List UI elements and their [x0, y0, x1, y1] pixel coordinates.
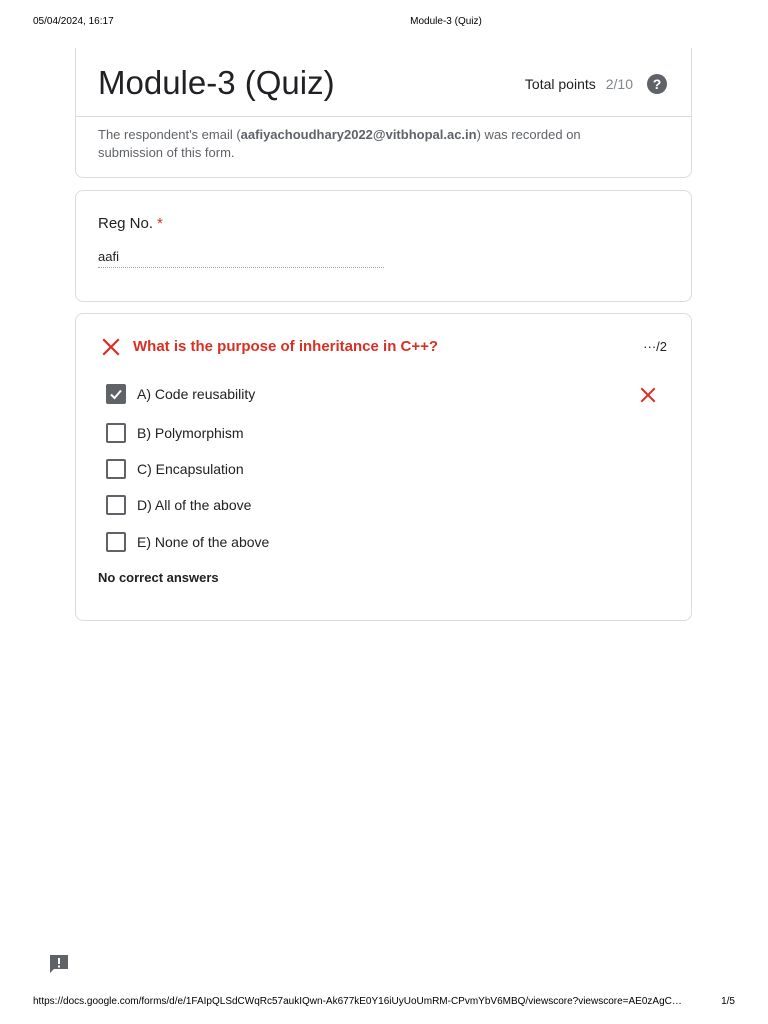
question-text: What is the purpose of inheritance in C++? — [133, 338, 439, 355]
close-icon — [639, 386, 657, 404]
no-correct-answers: No correct answers — [98, 570, 219, 585]
checkbox-checked[interactable] — [106, 384, 126, 404]
form-header-card — [75, 48, 692, 178]
option-e[interactable] — [106, 531, 269, 553]
form-title: Module-3 (Quiz) — [98, 64, 335, 101]
total-points — [525, 74, 667, 94]
option-b[interactable] — [106, 422, 244, 444]
option-c[interactable] — [106, 458, 244, 480]
reg-no-answer: aafi — [98, 249, 384, 268]
required-mark: * — [157, 215, 163, 232]
help-icon[interactable]: ? — [647, 74, 667, 94]
option-a[interactable] — [106, 383, 255, 405]
question-card — [75, 313, 692, 621]
email-note-prefix: The respondent's email ( — [98, 127, 241, 142]
option-label: A) Code reusability — [137, 386, 256, 402]
email-note-suffix: ) was recorded on submission of this form. — [98, 127, 581, 160]
header-divider — [76, 116, 691, 117]
checkbox[interactable] — [106, 532, 126, 552]
option-label: E) None of the above — [137, 534, 270, 550]
checkbox[interactable] — [106, 423, 126, 443]
reg-no-label-text: Reg No. — [98, 215, 154, 232]
print-date: 05/04/2024, 16:17 — [33, 16, 114, 27]
checkbox[interactable] — [106, 495, 126, 515]
print-url: https://docs.google.com/forms/d/e/1FAIpQLSdCWqRc57aukIQwn-Ak677kE0Y16iUyUoUmRM-CPvmYbV6MBQ/viewscore?viewscore=AE0zAgC… — [33, 996, 682, 1007]
checkbox[interactable] — [106, 459, 126, 479]
reg-no-card — [75, 190, 692, 302]
option-label: C) Encapsulation — [137, 461, 244, 477]
close-icon — [102, 338, 120, 356]
option-label: D) All of the above — [137, 497, 252, 513]
check-icon — [109, 387, 123, 401]
feedback-icon[interactable] — [48, 953, 70, 975]
respondent-email: aafiyachoudhary2022@vitbhopal.ac.in — [240, 127, 477, 142]
question-score: ···/2 — [643, 339, 667, 354]
respondent-email-note — [98, 126, 638, 162]
print-footer — [0, 996, 768, 1010]
print-header — [0, 16, 768, 30]
option-label: B) Polymorphism — [137, 425, 244, 441]
total-points-label: Total points — [524, 76, 596, 92]
print-title: Module-3 (Quiz) — [410, 16, 482, 27]
reg-no-label — [98, 215, 163, 232]
option-d[interactable] — [106, 494, 251, 516]
print-page-number: 1/5 — [721, 996, 735, 1007]
total-points-value: 2/10 — [605, 76, 633, 92]
